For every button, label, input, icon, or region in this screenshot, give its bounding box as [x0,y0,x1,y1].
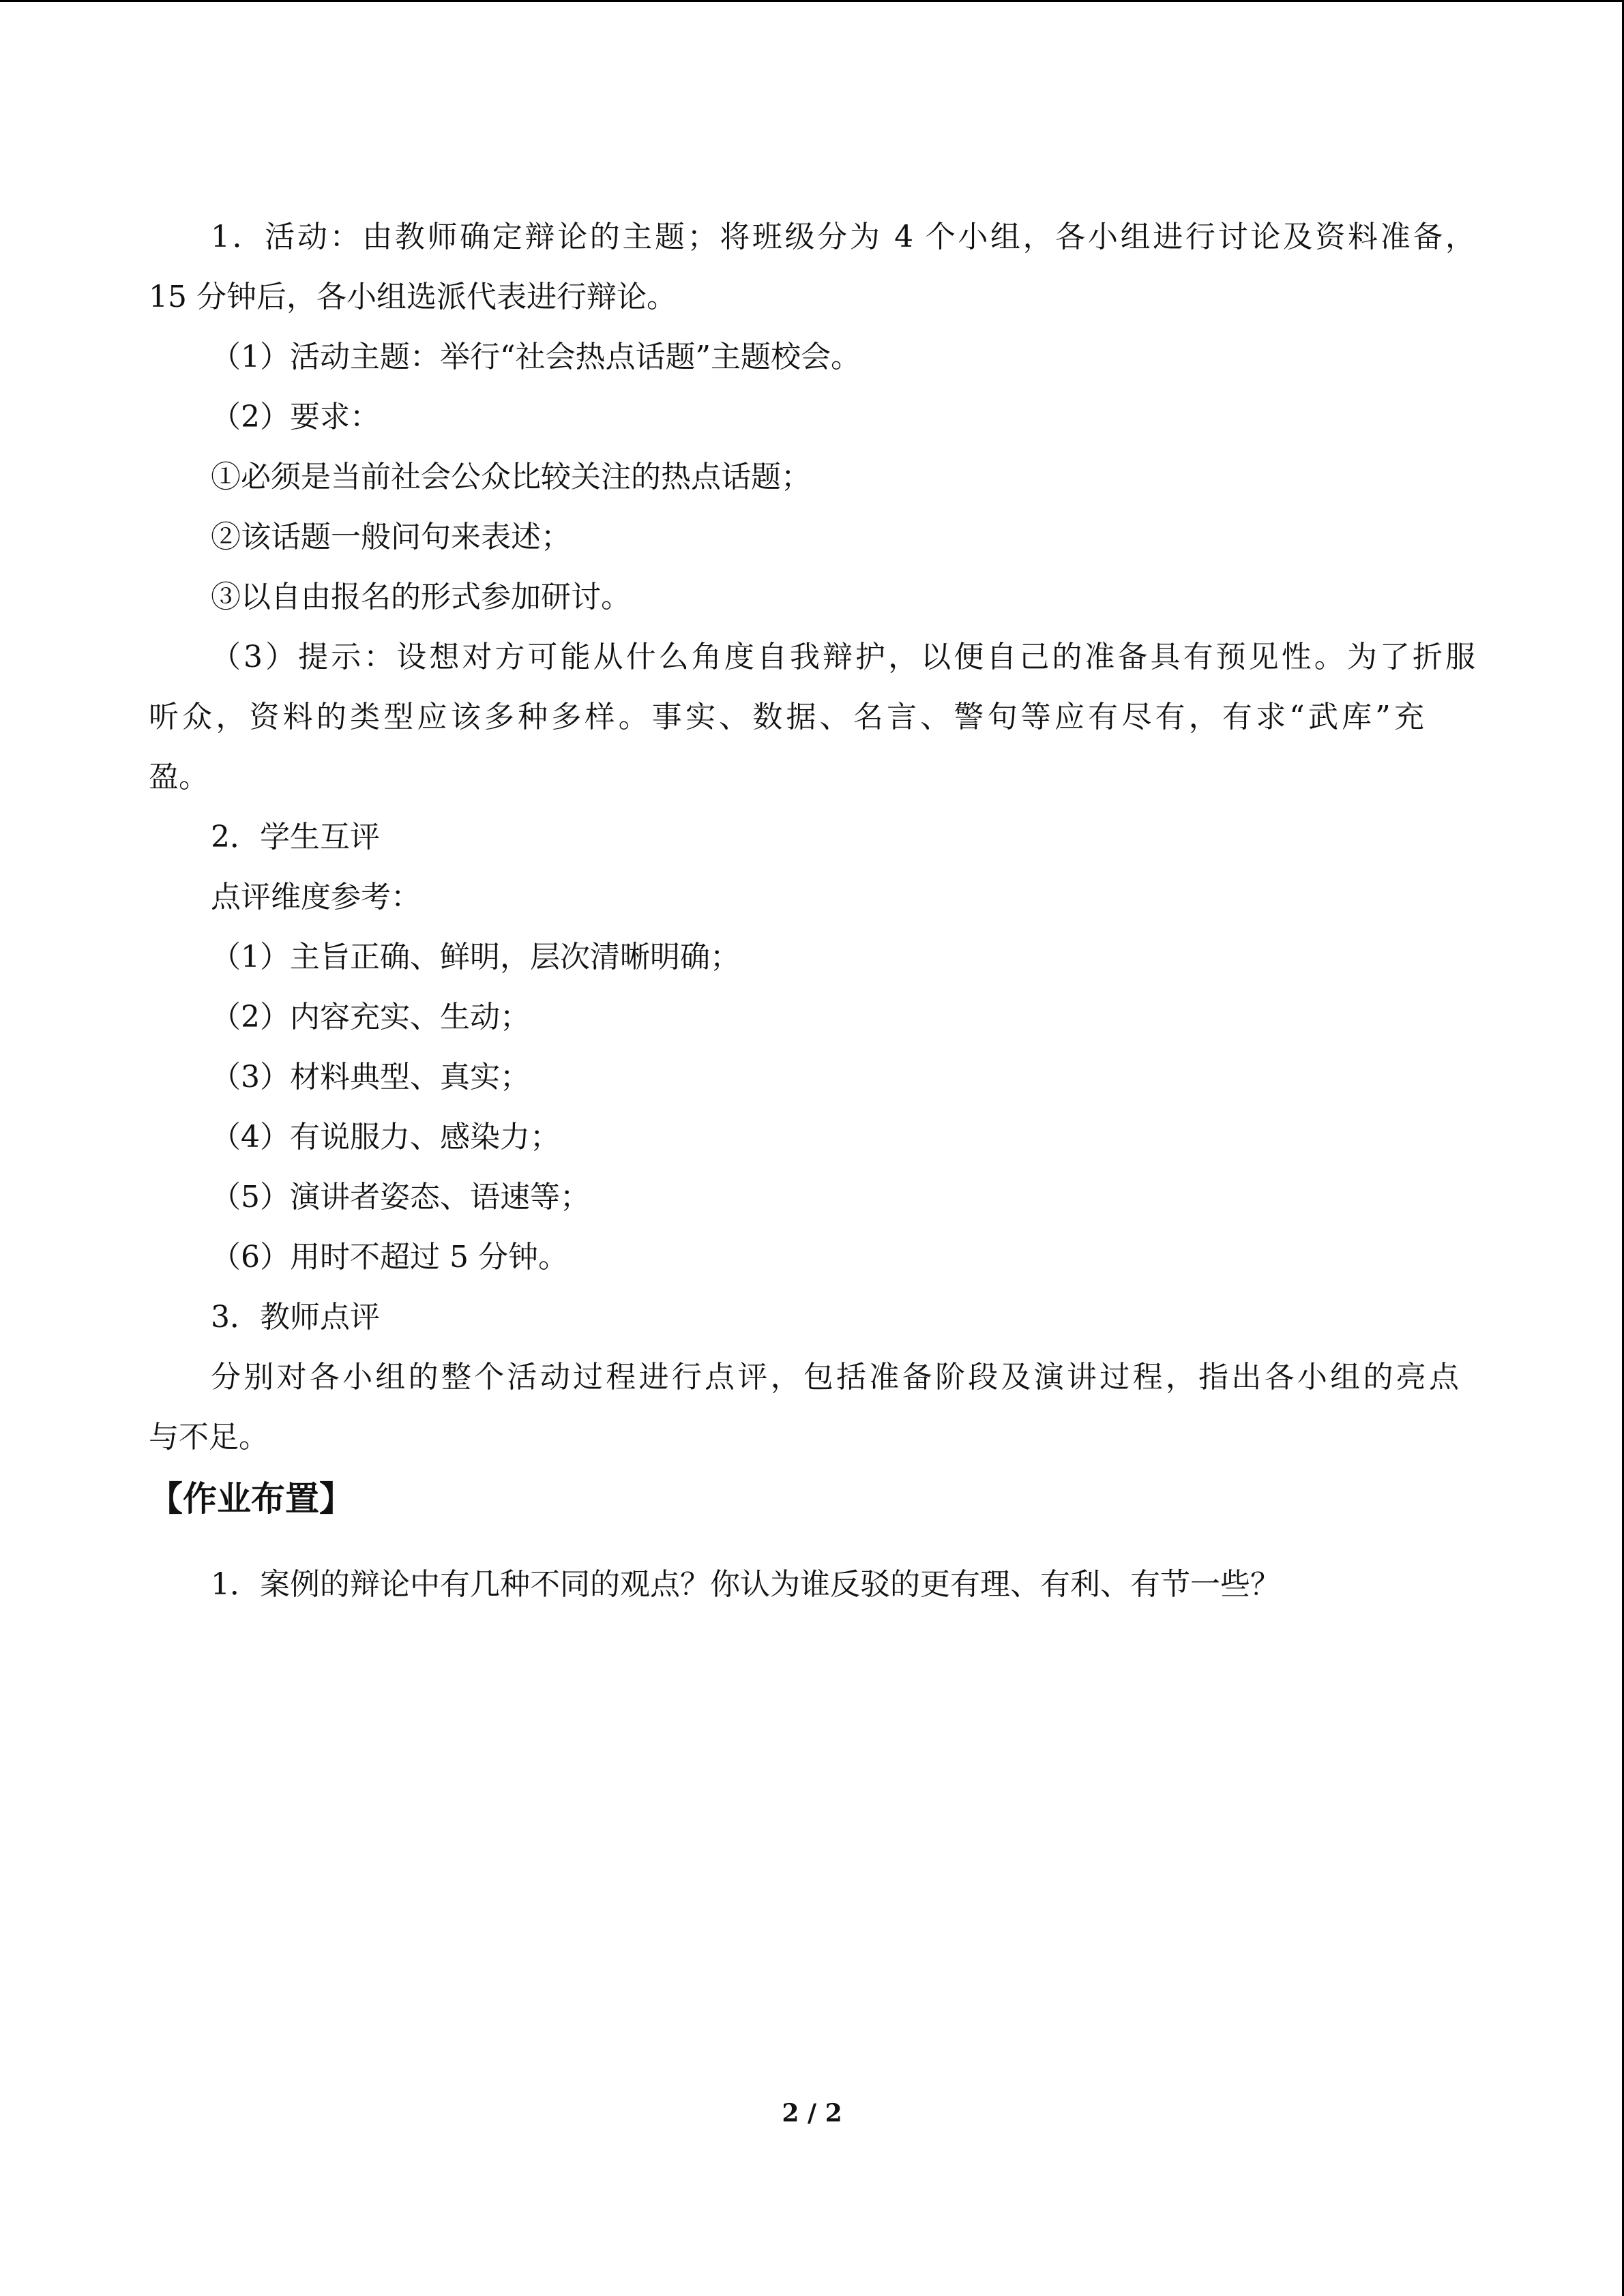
activity-theme: （1）活动主题：举行“社会热点话题”主题校会。 [211,340,861,374]
peer-review-title: 2．学生互评 [211,820,380,854]
criteria-item-1: （1）主旨正确、鲜明，层次清晰明确； [211,940,740,974]
activity-intro-line-1: 1．活动：由教师确定辩论的主题；将班级分为 4 个小组，各小组进行讨论及资料准备， [211,220,1475,254]
criteria-item-6: （6）用时不超过 5 分钟。 [211,1240,568,1274]
criteria-item-3: （3）材料典型、真实； [211,1060,530,1094]
criteria-item-5: （5）演讲者姿态、语速等； [211,1180,590,1214]
page-number: 2 / 2 [782,2099,842,2128]
homework-item-1: 1．案例的辩论中有几种不同的观点？你认为谁反驳的更有理、有利、有节一些？ [211,1567,1280,1602]
peer-review-subtitle: 点评维度参考： [211,880,421,914]
activity-intro-line-2: 15 分钟后，各小组选派代表进行辩论。 [149,280,677,314]
homework-heading: 【作业布置】 [149,1479,353,1519]
requirement-item-2: ②该话题一般问句来表述； [211,520,571,554]
tips-line-2: 听众，资料的类型应该多种多样。事实、数据、名言、警句等应有尽有，有求“武库”充 [149,700,1424,734]
teacher-review-line-2: 与不足。 [149,1420,269,1455]
requirement-item-1: ①必须是当前社会公众比较关注的热点话题； [211,460,811,494]
teacher-review-title: 3．教师点评 [211,1300,380,1335]
requirements-label: （2）要求： [211,400,380,434]
tips-line-1: （3）提示：设想对方可能从什么角度自我辩护，以便自己的准备具有预见性。为了折服 [211,640,1475,674]
criteria-item-2: （2）内容充实、生动； [211,1000,530,1034]
criteria-item-4: （4）有说服力、感染力； [211,1120,560,1154]
teacher-review-line-1: 分别对各小组的整个活动过程进行点评，包括准备阶段及演讲过程，指出各小组的亮点 [211,1360,1459,1395]
tips-line-3: 盈。 [149,760,209,794]
requirement-item-3: ③以自由报名的形式参加研讨。 [211,580,631,614]
